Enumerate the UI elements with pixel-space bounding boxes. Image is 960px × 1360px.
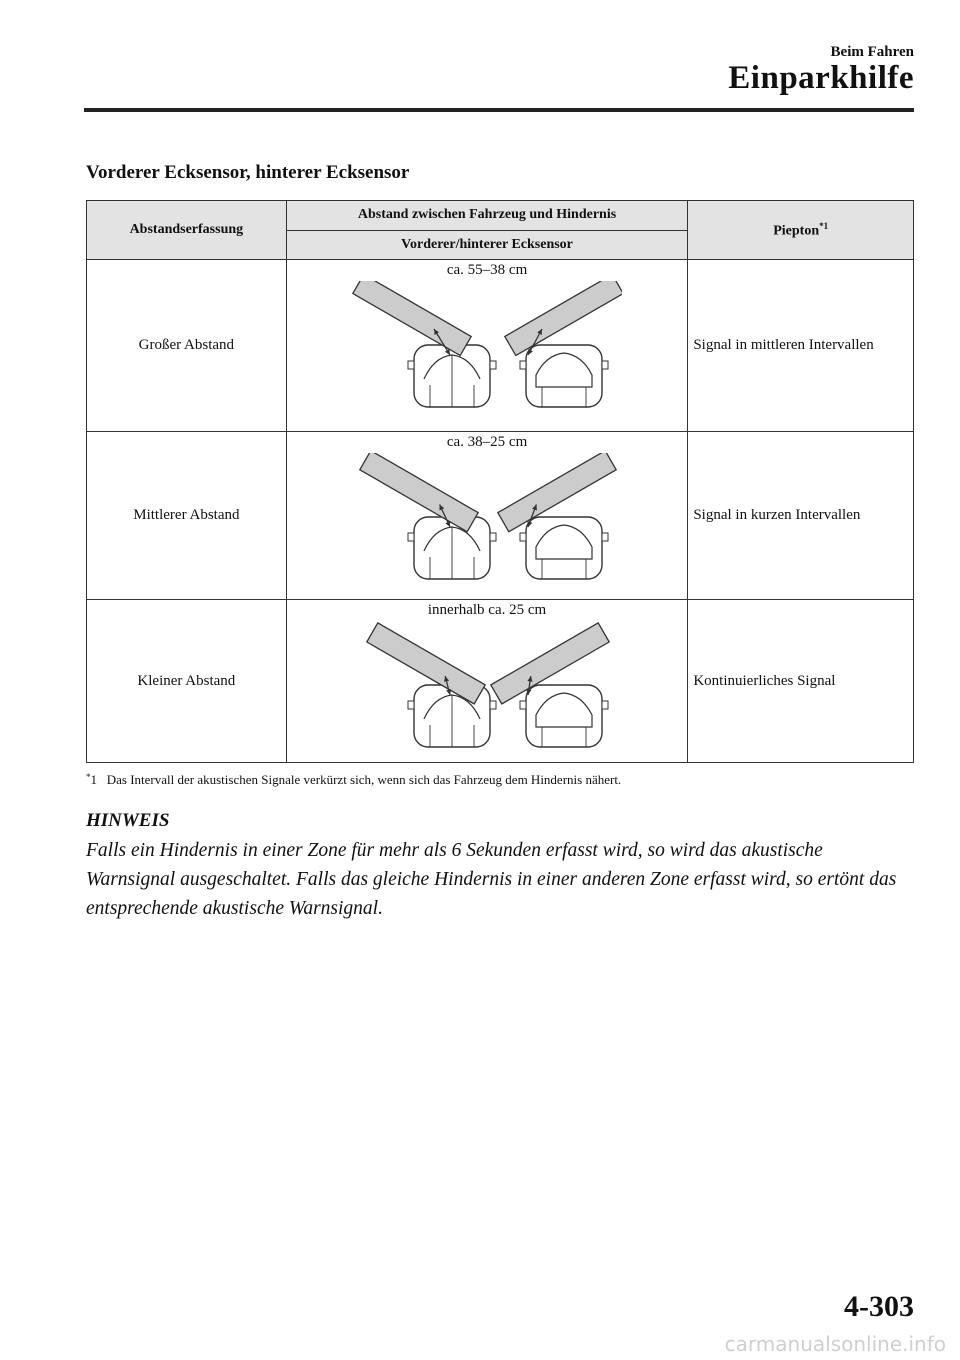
chapter-label: Beim Fahren [830,44,914,60]
row-detection: Großer Abstand [87,260,287,432]
watermark: carmanualsonline.info [724,1332,946,1356]
sensor-diagram [352,453,622,583]
car-icon [520,517,608,579]
footnote-number: 1 [90,772,97,787]
car-icon [520,345,608,407]
header-rule [84,108,914,112]
page-number: 4-303 [844,1290,914,1323]
car-icon [408,517,496,579]
header-sensor: Vorderer/hinterer Ecksensor [286,230,688,260]
section-title: Vorderer Ecksensor, hinterer Ecksensor [86,162,410,183]
header-detection: Abstandserfassung [87,201,287,260]
car-mirror-right [602,361,608,369]
header-beep-footnote-mark: *1 [819,220,829,231]
table-header-row [87,201,914,231]
note-heading: HINWEIS [86,810,170,831]
sensor-diagram [352,621,622,751]
car-mirror-left [520,533,526,541]
car-mirror-left [408,361,414,369]
table-row [87,260,914,432]
table-row [87,432,914,600]
obstacle-block [353,281,471,356]
car-body [526,517,602,579]
sensor-diagram [352,281,622,411]
car-body [526,345,602,407]
car-body [526,685,602,747]
row-detection: Kleiner Abstand [87,600,287,763]
page-title: Einparkhilfe [728,60,914,96]
car-mirror-right [602,701,608,709]
distance-label: ca. 55–38 cm [446,262,528,278]
car-mirror-right [602,533,608,541]
header-distance: Abstand zwischen Fahrzeug und Hindernis [286,201,688,231]
header-beep-label: Piepton [773,223,820,239]
car-mirror-right [490,701,496,709]
car-mirror-left [408,701,414,709]
parking-sensor-table [86,200,914,763]
car-icon [408,345,496,407]
row-signal: Signal in kurzen Intervallen [688,432,914,600]
car-mirror-left [408,533,414,541]
car-mirror-left [520,701,526,709]
footnote-mark: * [86,772,91,782]
row-diagram-cell [286,600,688,763]
car-icon [520,685,608,747]
car-icon [408,685,496,747]
note-body: Falls ein Hindernis in einer Zone für mehr als 6 Sekunden erfasst wird, so wird das akustische Warnsignal ausgeschaltet. Falls das gleiche Hindernis in einer anderen Zone erfasst wird, so ertönt das entsprechende akustische Warnsignal. [86,840,897,919]
car-mirror-left [520,361,526,369]
row-signal: Kontinuierliches Signal [688,600,914,763]
footnote [86,772,621,788]
footnote-text: Das Intervall der akustischen Signale verkürzt sich, wenn sich das Fahrzeug dem Hindernis nähert. [106,772,622,787]
car-mirror-right [490,533,496,541]
row-diagram-cell [286,260,688,432]
row-detection: Mittlerer Abstand [87,432,287,600]
car-mirror-right [490,361,496,369]
distance-label: ca. 38–25 cm [446,434,528,450]
row-signal: Signal in mittleren Intervallen [688,260,914,432]
row-diagram-cell [286,432,688,600]
distance-label: innerhalb ca. 25 cm [427,602,547,618]
table-row [87,600,914,763]
header-beep [688,201,914,260]
